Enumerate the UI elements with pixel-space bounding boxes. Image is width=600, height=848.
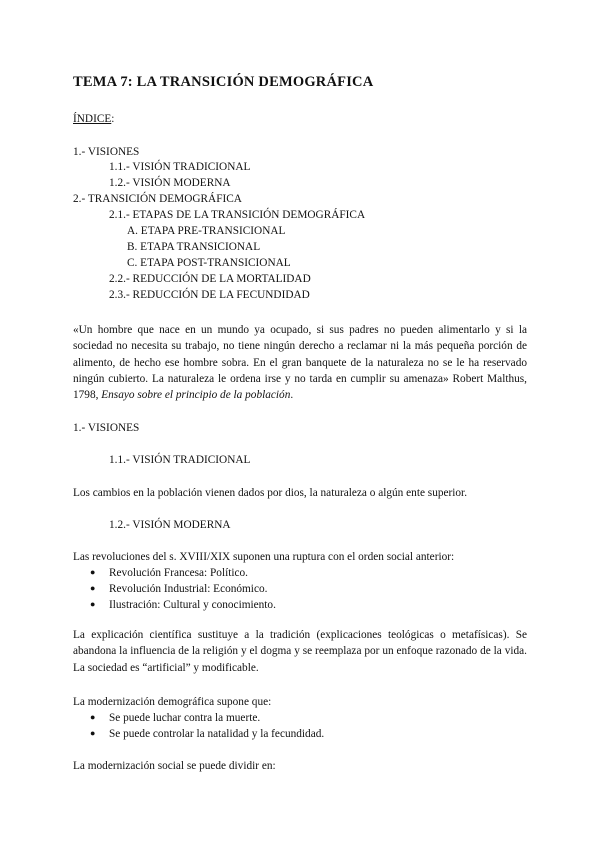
section-heading: 1.- VISIONES — [73, 422, 140, 434]
index-item: 1.- VISIONES — [73, 146, 140, 158]
list-item: Se puede controlar la natalidad y la fecundidad. — [109, 728, 325, 740]
paragraph: La modernización social se puede dividir en: — [73, 760, 276, 772]
quote-end: . — [290, 389, 294, 402]
bullet-icon: ● — [90, 567, 96, 577]
index-colon: : — [111, 113, 115, 125]
list-item: Revolución Industrial: Económico. — [109, 583, 268, 595]
index-item: C. ETAPA POST-TRANSICIONAL — [127, 257, 291, 269]
bullet-icon: ● — [90, 728, 96, 738]
paragraph: Las revoluciones del s. XVIII/XIX suponen una ruptura con el orden social anterior: — [73, 551, 455, 563]
index-item: 2.1.- ETAPAS DE LA TRANSICIÓN DEMOGRÁFICA — [109, 209, 366, 221]
index-item: 2.2.- REDUCCIÓN DE LA MORTALIDAD — [109, 273, 311, 285]
index-item: B. ETAPA TRANSICIONAL — [127, 241, 261, 253]
malthus-quote — [73, 322, 527, 403]
subsection-heading: 1.1.- VISIÓN TRADICIONAL — [109, 454, 251, 466]
subsection-heading: 1.2.- VISIÓN MODERNA — [109, 519, 231, 531]
index-label: ÍNDICE — [73, 113, 112, 125]
quote-text: «Un hombre que nace en un mundo ya ocupado, si sus padres no pueden alimentarlo y si la sociedad no necesita su trabajo, no tiene ningún derecho a reclamar ni la más pequeña porción de alimento, de hecho ese hombre sobra. En el gran banquete de la naturaleza no se le ha reservado ningún cubierto. La naturaleza le ordena irse y no tarda en cumplir su amenaza» Robert Malthus, 1798, — [73, 324, 527, 402]
quote-source: Ensayo sobre el principio de la población — [101, 389, 291, 402]
index-item: 1.2.- VISIÓN MODERNA — [109, 177, 231, 189]
bullet-icon: ● — [90, 583, 96, 593]
paragraph: La modernización demográfica supone que: — [73, 696, 272, 708]
index-item: 2.- TRANSICIÓN DEMOGRÁFICA — [73, 193, 242, 205]
list-item: Revolución Francesa: Político. — [109, 567, 248, 579]
page-title: TEMA 7: LA TRANSICIÓN DEMOGRÁFICA — [73, 74, 374, 90]
index-item: A. ETAPA PRE-TRANSICIONAL — [127, 225, 286, 237]
bullet-icon: ● — [90, 712, 96, 722]
list-item: Ilustración: Cultural y conocimiento. — [109, 599, 276, 611]
paragraph: Los cambios en la población vienen dados por dios, la naturaleza o algún ente superior. — [73, 487, 468, 499]
list-item: Se puede luchar contra la muerte. — [109, 712, 261, 724]
paragraph: La explicación científica sustituye a la tradición (explicaciones teológicas o metafísicas). Se abandona la influencia de la religión y el dogma y se reemplaza por un enfoque razonado de la vida. La sociedad es “artificial” y modificable. — [73, 629, 527, 674]
index-item: 1.1.- VISIÓN TRADICIONAL — [109, 161, 251, 173]
index-item: 2.3.- REDUCCIÓN DE LA FECUNDIDAD — [109, 289, 310, 301]
bullet-icon: ● — [90, 599, 96, 609]
index-heading — [73, 112, 114, 126]
